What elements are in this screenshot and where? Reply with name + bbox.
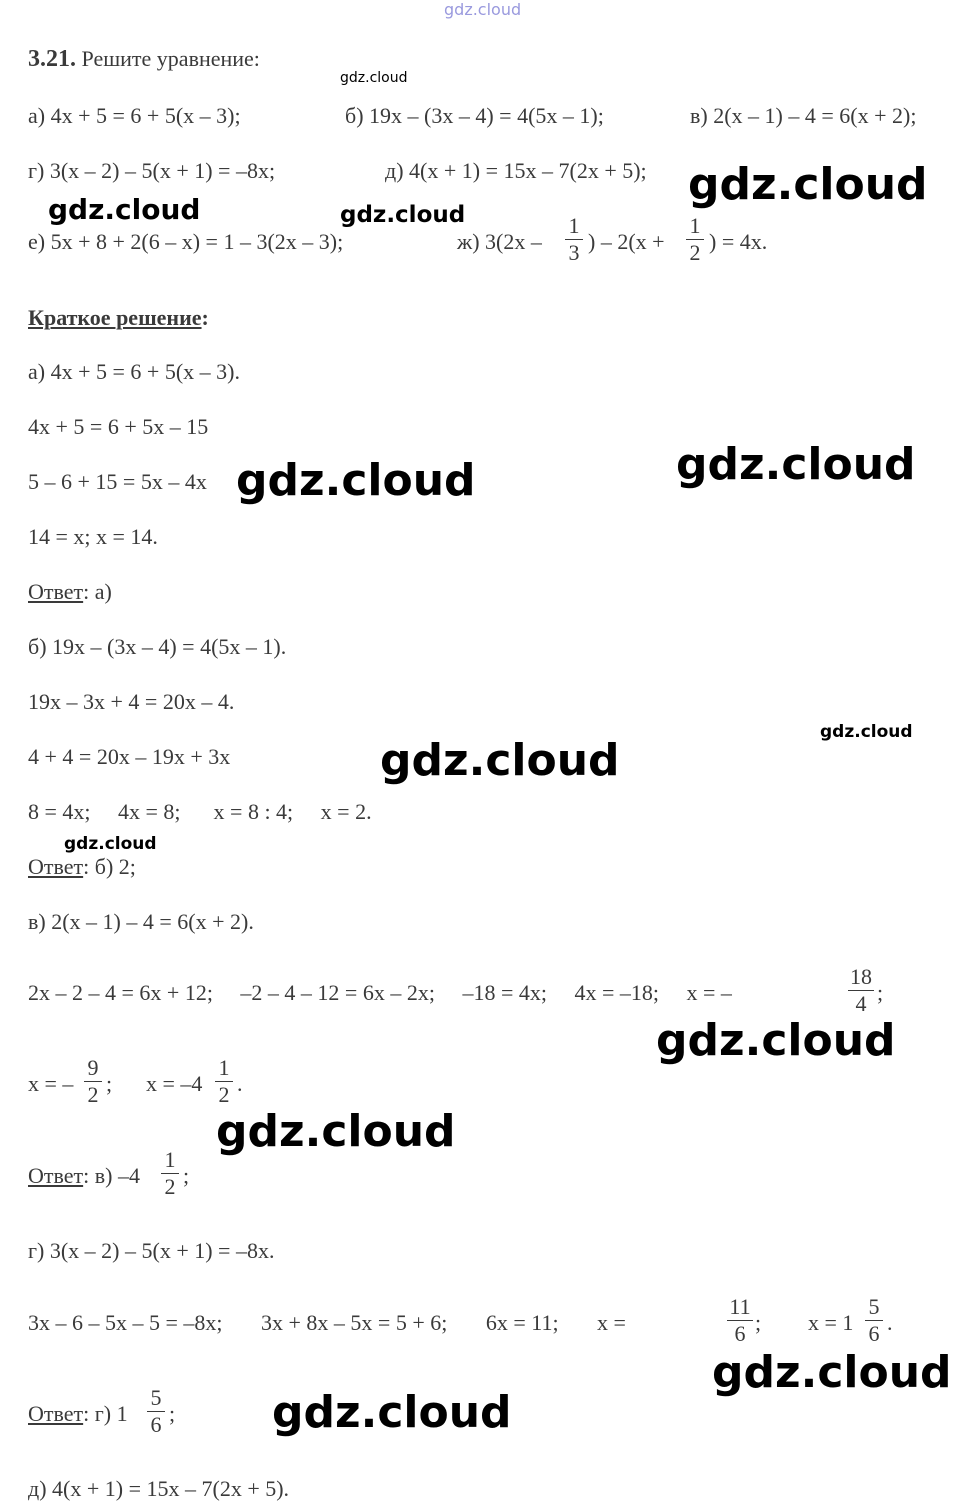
watermark-4: gdz.cloud <box>676 439 916 490</box>
answer-label: Ответ <box>28 854 84 879</box>
item-v: в) 2(x – 1) – 4 = 6(x + 2); <box>690 103 917 128</box>
fraction-denominator: 2 <box>218 1082 230 1107</box>
watermark-6: gdz.cloud <box>820 722 913 742</box>
solution-heading-colon: : <box>201 305 209 330</box>
sol-g-answer-end: ; <box>169 1401 176 1426</box>
sol-g-line-2b-end: . <box>887 1310 893 1335</box>
watermark-9: gdz.cloud <box>656 1015 896 1066</box>
sol-b-answer <box>28 856 136 878</box>
sol-v-line-2: 2x – 2 – 4 = 6x + 12; –2 – 4 – 12 = 6x – 2x; –18 = 4x; 4x = –18; x = – <box>28 980 732 1005</box>
watermark-small-1: gdz.cloud <box>340 70 408 86</box>
sol-v-line-3b-end: . <box>237 1071 243 1096</box>
sol-a-line-1: а) 4x + 5 = 6 + 5(x – 3). <box>28 359 240 384</box>
item-g: г) 3(x – 2) – 5(x + 1) = –8x; <box>28 158 276 183</box>
item-zh-fraction-1 <box>565 215 583 264</box>
fraction-numerator: 1 <box>568 213 580 238</box>
sol-v-fraction-9-2 <box>84 1057 102 1106</box>
fraction-denominator: 6 <box>868 1321 880 1346</box>
sol-v-line-3a-end: ; <box>106 1071 113 1096</box>
watermark-11: gdz.cloud <box>712 1347 952 1398</box>
watermark-5: gdz.cloud <box>236 455 476 506</box>
watermark-1: gdz.cloud <box>688 159 928 210</box>
sol-b-line-4: 8 = 4x; 4x = 8; x = 8 : 4; x = 2. <box>28 799 372 824</box>
sol-v-fraction-1-2 <box>215 1057 233 1106</box>
sol-g-line-2: 3x – 6 – 5x – 5 = –8x; 3x + 8x – 5x = 5 + 6; 6x = 11; x = <box>28 1310 626 1335</box>
item-zh-part3: ) = 4x. <box>709 229 768 254</box>
sol-g-fraction-5-6 <box>865 1296 883 1345</box>
fraction-numerator: 1 <box>689 213 701 238</box>
fraction-denominator: 2 <box>164 1174 176 1199</box>
sol-v-answer-fraction <box>161 1149 179 1198</box>
sol-v-line-3a: x = – <box>28 1071 74 1096</box>
sol-a-line-4: 14 = x; x = 14. <box>28 524 158 549</box>
fraction-denominator: 2 <box>689 240 701 265</box>
answer-value: : а) <box>83 579 112 604</box>
answer-value: : в) –4 <box>83 1163 140 1188</box>
item-a: а) 4x + 5 = 6 + 5(x – 3); <box>28 103 241 128</box>
watermark-10: gdz.cloud <box>216 1106 456 1157</box>
answer-label: Ответ <box>28 1401 84 1426</box>
watermark-12: gdz.cloud <box>272 1387 512 1438</box>
fraction-numerator: 1 <box>164 1147 176 1172</box>
fraction-denominator: 6 <box>734 1321 746 1346</box>
problem-title: Решите уравнение: <box>81 46 260 71</box>
solution-heading-text: Краткое решение <box>28 305 202 330</box>
watermark-3: gdz.cloud <box>340 202 466 228</box>
answer-label: Ответ <box>28 579 84 604</box>
sol-a-answer <box>28 581 112 603</box>
sol-b-line-1: б) 19x – (3x – 4) = 4(5x – 1). <box>28 634 287 659</box>
sol-v-line-1: в) 2(x – 1) – 4 = 6(x + 2). <box>28 909 254 934</box>
item-e: е) 5x + 8 + 2(6 – x) = 1 – 3(2x – 3); <box>28 229 344 254</box>
item-b: б) 19x – (3x – 4) = 4(5x – 1); <box>345 103 604 128</box>
sol-g-line-2b: x = 1 <box>808 1310 854 1335</box>
sol-a-line-2: 4x + 5 = 6 + 5x – 15 <box>28 414 209 439</box>
fraction-denominator: 4 <box>855 991 867 1016</box>
sol-v-line-3b: x = –4 <box>146 1071 203 1096</box>
watermark-7: gdz.cloud <box>380 735 620 786</box>
problem-header <box>28 47 260 71</box>
fraction-numerator: 11 <box>729 1294 751 1319</box>
sol-g-answer <box>28 1403 128 1425</box>
watermark-top: gdz.cloud <box>444 0 522 19</box>
sol-v-line-2-end: ; <box>877 980 884 1005</box>
fraction-denominator: 6 <box>150 1412 162 1437</box>
fraction-denominator: 2 <box>87 1082 99 1107</box>
sol-d-line-1: д) 4(x + 1) = 15x – 7(2x + 5). <box>28 1476 290 1501</box>
sol-v-answer <box>28 1165 140 1187</box>
item-zh-part2: ) – 2(x + <box>588 229 665 254</box>
sol-g-answer-fraction <box>147 1387 165 1436</box>
fraction-numerator: 9 <box>87 1055 99 1080</box>
answer-label: Ответ <box>28 1163 84 1188</box>
solution-heading <box>28 307 209 329</box>
sol-b-line-2: 19x – 3x + 4 = 20x – 4. <box>28 689 235 714</box>
fraction-denominator: 3 <box>568 240 580 265</box>
answer-value: : б) 2; <box>83 854 136 879</box>
sol-v-answer-end: ; <box>183 1163 190 1188</box>
sol-v-fraction-18-4 <box>848 966 874 1015</box>
sol-a-line-3: 5 – 6 + 15 = 5x – 4x <box>28 469 207 494</box>
item-zh-part1: ж) 3(2x – <box>457 229 542 254</box>
fraction-numerator: 5 <box>150 1385 162 1410</box>
watermark-8: gdz.cloud <box>64 834 157 854</box>
sol-g-fraction-11-6 <box>727 1296 753 1345</box>
sol-g-line-1: г) 3(x – 2) – 5(x + 1) = –8x. <box>28 1238 275 1263</box>
fraction-numerator: 18 <box>850 964 872 989</box>
fraction-numerator: 5 <box>868 1294 880 1319</box>
item-d: д) 4(x + 1) = 15x – 7(2x + 5); <box>385 158 647 183</box>
sol-b-line-3: 4 + 4 = 20x – 19x + 3x <box>28 744 231 769</box>
answer-value: : г) 1 <box>83 1401 128 1426</box>
fraction-numerator: 1 <box>218 1055 230 1080</box>
watermark-2: gdz.cloud <box>48 193 201 226</box>
problem-number: 3.21. <box>28 46 76 72</box>
item-zh-fraction-2 <box>686 215 704 264</box>
sol-g-line-2-mid: ; <box>755 1310 762 1335</box>
